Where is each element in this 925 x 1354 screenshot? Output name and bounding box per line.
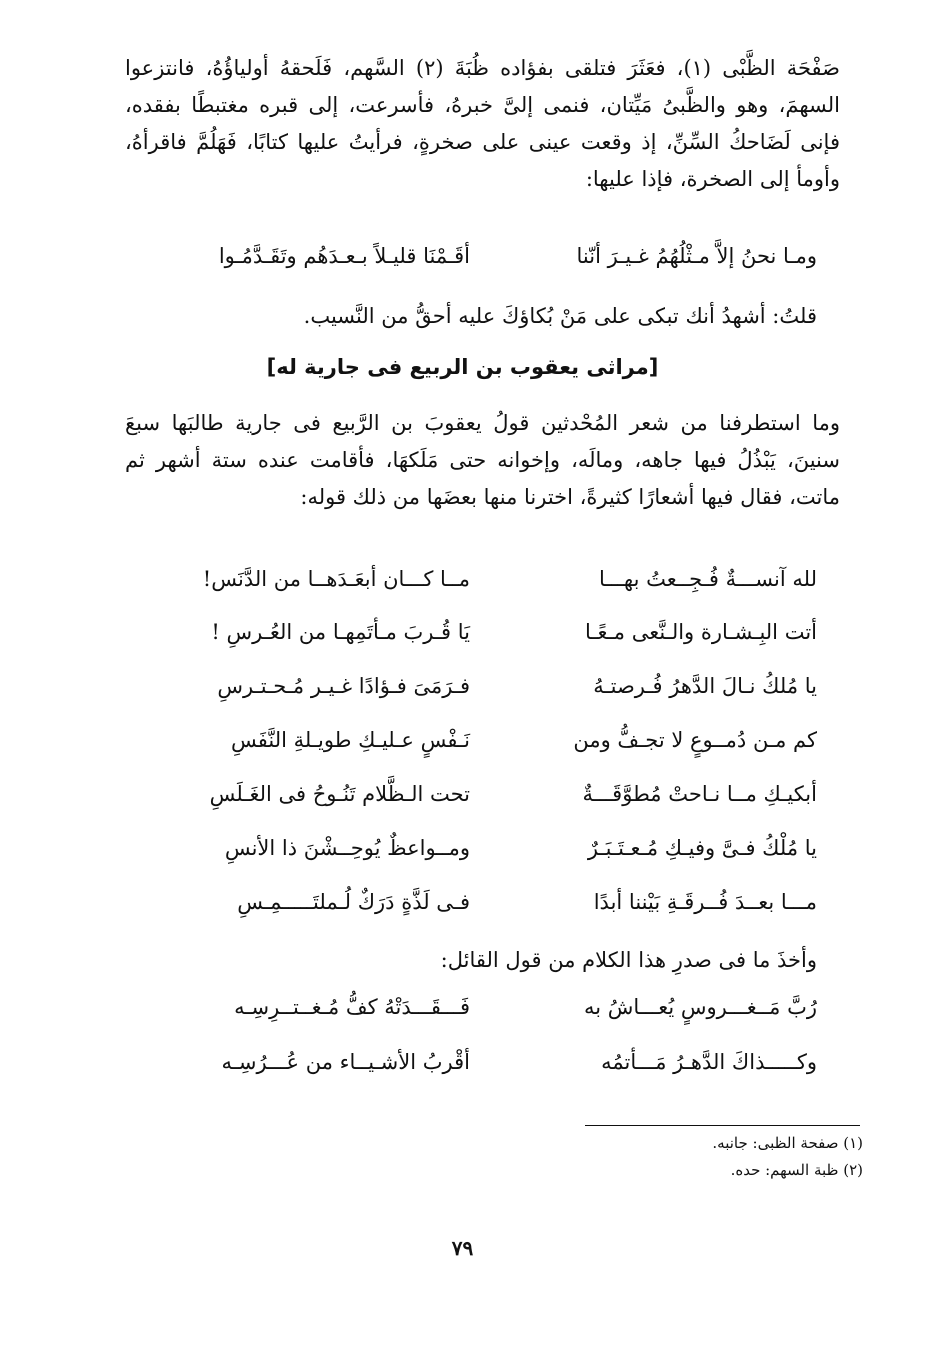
verse-hemistich-second: أقَـمْنَا قليـلاً بـعـدَهُم وتَقَـدَّمُـوا <box>218 244 470 268</box>
poem-verse-4-first: كم مـن دُمــوعٍ لا تجـفُّ ومن <box>573 728 817 752</box>
poem2-verse-1-first: رُبَّ مَــغـــروسٍ يُعـــاشُ به <box>583 995 817 1019</box>
footnote-2: (٢) ظبة السهم: حده. <box>730 1161 863 1179</box>
poem-verse-7-first: مـــا بعــدَ فُــرقَـةِ بَيْننا أبدًا <box>593 890 817 914</box>
poem-verse-3-first: يا مُلكُ نـالَ الدَّهرُ فُـرصتـهُ <box>593 674 817 698</box>
poem-verse-6-first: يا مُلْكُ فـىَّ وفيـكِ مُـعـتَـبَـرٌ <box>587 836 817 860</box>
page-number: ٧٩ <box>451 1236 474 1260</box>
poem2-verse-2-first: وكـــــذاكَ الدَّهـرُ مَـــأتمُه <box>601 1050 817 1074</box>
poem-verse-6-second: ومــواعظٌ يُوحِــشْنَ ذا الأنسِ <box>224 836 470 860</box>
poem2-verse-2-second: أقْربُ الأشـيــاء من عُـــرُسِـه <box>221 1050 470 1074</box>
section-heading: [مراثى يعقوب بن الربيع فى جارية له] <box>266 355 659 379</box>
poem-verse-5-first: أبكيـكِ مــا نـاحتْ مُطوَّقَـــةٌ <box>582 782 817 806</box>
paragraph-opening: صَفْحَة الظَّبْى (١)، فعَثَرَ فتلقى بفؤاده ظُبَةَ (٢) السَّهم، فَلَحقهُ أولياؤُهُ، فانتزعوا السهمَ، وهو والظَّبىُ مَيِّتان، فنمى إلىَّ خبرهُ، فأسرعت، إلى قبره مغتبطًا بفقده، فإنى لَضَاحكُ السِّنِّ، إذ وقعت عينى على صخرةٍ، فرأيتُ عليها كتابًا، فَهَلُمَّ فاقرأهُ، وأومأ إلى الصخرة، فإذا عليها: <box>125 56 840 191</box>
poem-verse-1-second: مــا كـــان أبعَـدَهــا من الدَّنَس! <box>202 567 470 591</box>
poem-verse-5-second: تحت الـظَّلام تَنُـوحُ فى الغَـلَسِ <box>209 782 470 806</box>
poem-verse-7-second: فـى لَذَّةٍ دَرَكٌ لُـملتَـــــمِـسِ <box>237 890 470 914</box>
footnote-1: (١) صفحة الظبى: جانبه. <box>712 1134 863 1152</box>
poem-verse-3-second: فـرَمَىَ فـؤادًا غـيـر مُـحـتـرسِ <box>217 674 470 698</box>
poem-verse-4-second: نَـفْسٍ عـليـكِ طويـلةِ النَّفَسِ <box>231 728 470 752</box>
verse-hemistich-first: ومـا نحنُ إلاَّ مـثْلُهُمُ غـيـرَ أنّنا <box>576 244 817 268</box>
paragraph-intro: وما استطرفنا من شعر المُحْدثين قولُ يعقوبَ بن الرَّبيع فى جارية طالبَها سبعَ سنينَ، يَبْذُلُ فيها جاهه، ومالَه، وإخوانه حتى مَلَكهَا، فأقامت عنده ستة أشهر ثم ماتت، فقال فيها أشعارًا كثيرةً، اخترنا منها بعضَها من ذلك قوله: <box>125 411 840 509</box>
poem-verse-1-first: لله آنســـةٌ فُـجِــعتُ بهـــا <box>599 567 817 591</box>
footnote-divider <box>585 1125 860 1126</box>
poem-verse-2-first: أتت البِـشـارة والـنَّعى مـعًـا <box>584 620 817 644</box>
paragraph-comment: قلتُ: أشهدُ أنك تبكى على مَنْ بُكاؤكَ عليه أحقُّ من النَّسيب. <box>303 304 817 328</box>
footnotes <box>712 1130 863 1184</box>
poem2-verse-1-second: فَـــقَـــدَتْهُ كفُّ مُـغــتــرِسِـه <box>234 995 470 1019</box>
poem-verse-2-second: يَا قُـربَ مـأتَمِهـا من العُـرسِ ! <box>211 620 470 644</box>
paragraph-attribution: وأخذَ ما فى صدرِ هذا الكلام من قول القائل: <box>440 948 817 972</box>
